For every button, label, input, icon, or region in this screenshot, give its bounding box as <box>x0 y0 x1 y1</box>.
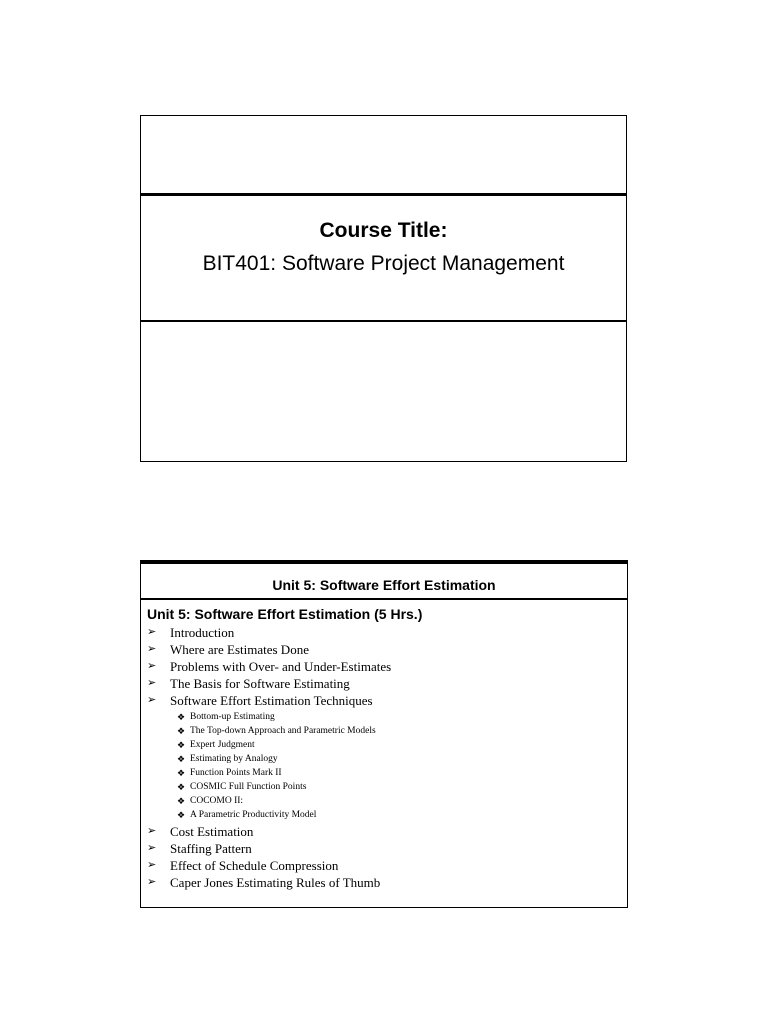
arrowhead-bullet-icon: ➢ <box>147 825 157 837</box>
list-item-label: Caper Jones Estimating Rules of Thumb <box>170 875 381 890</box>
list-item-label: Problems with Over- and Under-Estimates <box>170 659 392 674</box>
list-item-label: Cost Estimation <box>170 824 254 839</box>
slide-title: Course Title: <box>319 219 448 242</box>
arrowhead-bullet-icon: ➢ <box>147 677 157 689</box>
header-divider <box>141 598 627 600</box>
diamond-star-bullet-icon: ❖ <box>177 796 186 806</box>
sub-list-item-label: COSMIC Full Function Points <box>190 782 307 792</box>
list-item-label: Software Effort Estimation Techniques <box>170 693 373 708</box>
sub-list-item <box>147 738 617 752</box>
sub-list-item <box>147 780 617 794</box>
sub-list-item <box>147 752 617 766</box>
list-item <box>147 658 617 675</box>
list-item <box>147 840 617 857</box>
list-item <box>147 857 617 874</box>
diamond-star-bullet-icon: ❖ <box>177 754 186 764</box>
topic-list <box>147 624 617 891</box>
list-item <box>147 675 617 692</box>
list-item <box>147 692 617 709</box>
course-name: BIT401: Software Project Management <box>202 252 565 275</box>
sub-list-item-label: Expert Judgment <box>190 740 255 750</box>
arrowhead-bullet-icon: ➢ <box>147 842 157 854</box>
sub-list-item-label: The Top-down Approach and Parametric Models <box>190 726 376 736</box>
diamond-star-bullet-icon: ❖ <box>177 726 186 736</box>
sub-list-item <box>147 808 617 822</box>
list-item-label: Where are Estimates Done <box>170 642 309 657</box>
slide-bottom-divider <box>141 320 626 322</box>
sub-list-item-label: Estimating by Analogy <box>190 754 278 764</box>
list-item <box>147 624 617 641</box>
sub-list-item <box>147 710 617 724</box>
sub-list-item-label: Function Points Mark II <box>190 768 282 778</box>
slide-top-border <box>140 560 628 564</box>
arrowhead-bullet-icon: ➢ <box>147 859 157 871</box>
sub-list-item-label: Bottom-up Estimating <box>190 712 275 722</box>
sub-list-item-label: COCOMO II: <box>190 796 244 806</box>
arrowhead-bullet-icon: ➢ <box>147 660 157 672</box>
list-item-label: The Basis for Software Estimating <box>170 676 350 691</box>
unit-heading: Unit 5: Software Effort Estimation (5 Hrs.) <box>147 606 423 622</box>
sub-list-item <box>147 766 617 780</box>
arrowhead-bullet-icon: ➢ <box>147 694 157 706</box>
slide-header: Unit 5: Software Effort Estimation <box>272 577 496 593</box>
diamond-star-bullet-icon: ❖ <box>177 740 186 750</box>
list-item-label: Effect of Schedule Compression <box>170 858 339 873</box>
unit-slide <box>140 560 628 908</box>
diamond-star-bullet-icon: ❖ <box>177 712 186 722</box>
diamond-star-bullet-icon: ❖ <box>177 810 186 820</box>
sub-list-item <box>147 724 617 738</box>
title-slide <box>140 115 627 462</box>
sub-list-item-label: A Parametric Productivity Model <box>190 810 317 820</box>
arrowhead-bullet-icon: ➢ <box>147 643 157 655</box>
list-item <box>147 641 617 658</box>
list-item <box>147 823 617 840</box>
sub-list-item <box>147 794 617 808</box>
arrowhead-bullet-icon: ➢ <box>147 876 157 888</box>
list-item-label: Staffing Pattern <box>170 841 252 856</box>
diamond-star-bullet-icon: ❖ <box>177 768 186 778</box>
arrowhead-bullet-icon: ➢ <box>147 626 157 638</box>
list-item-label: Introduction <box>170 625 235 640</box>
diamond-star-bullet-icon: ❖ <box>177 782 186 792</box>
list-item <box>147 874 617 891</box>
slide-top-divider <box>141 193 626 196</box>
